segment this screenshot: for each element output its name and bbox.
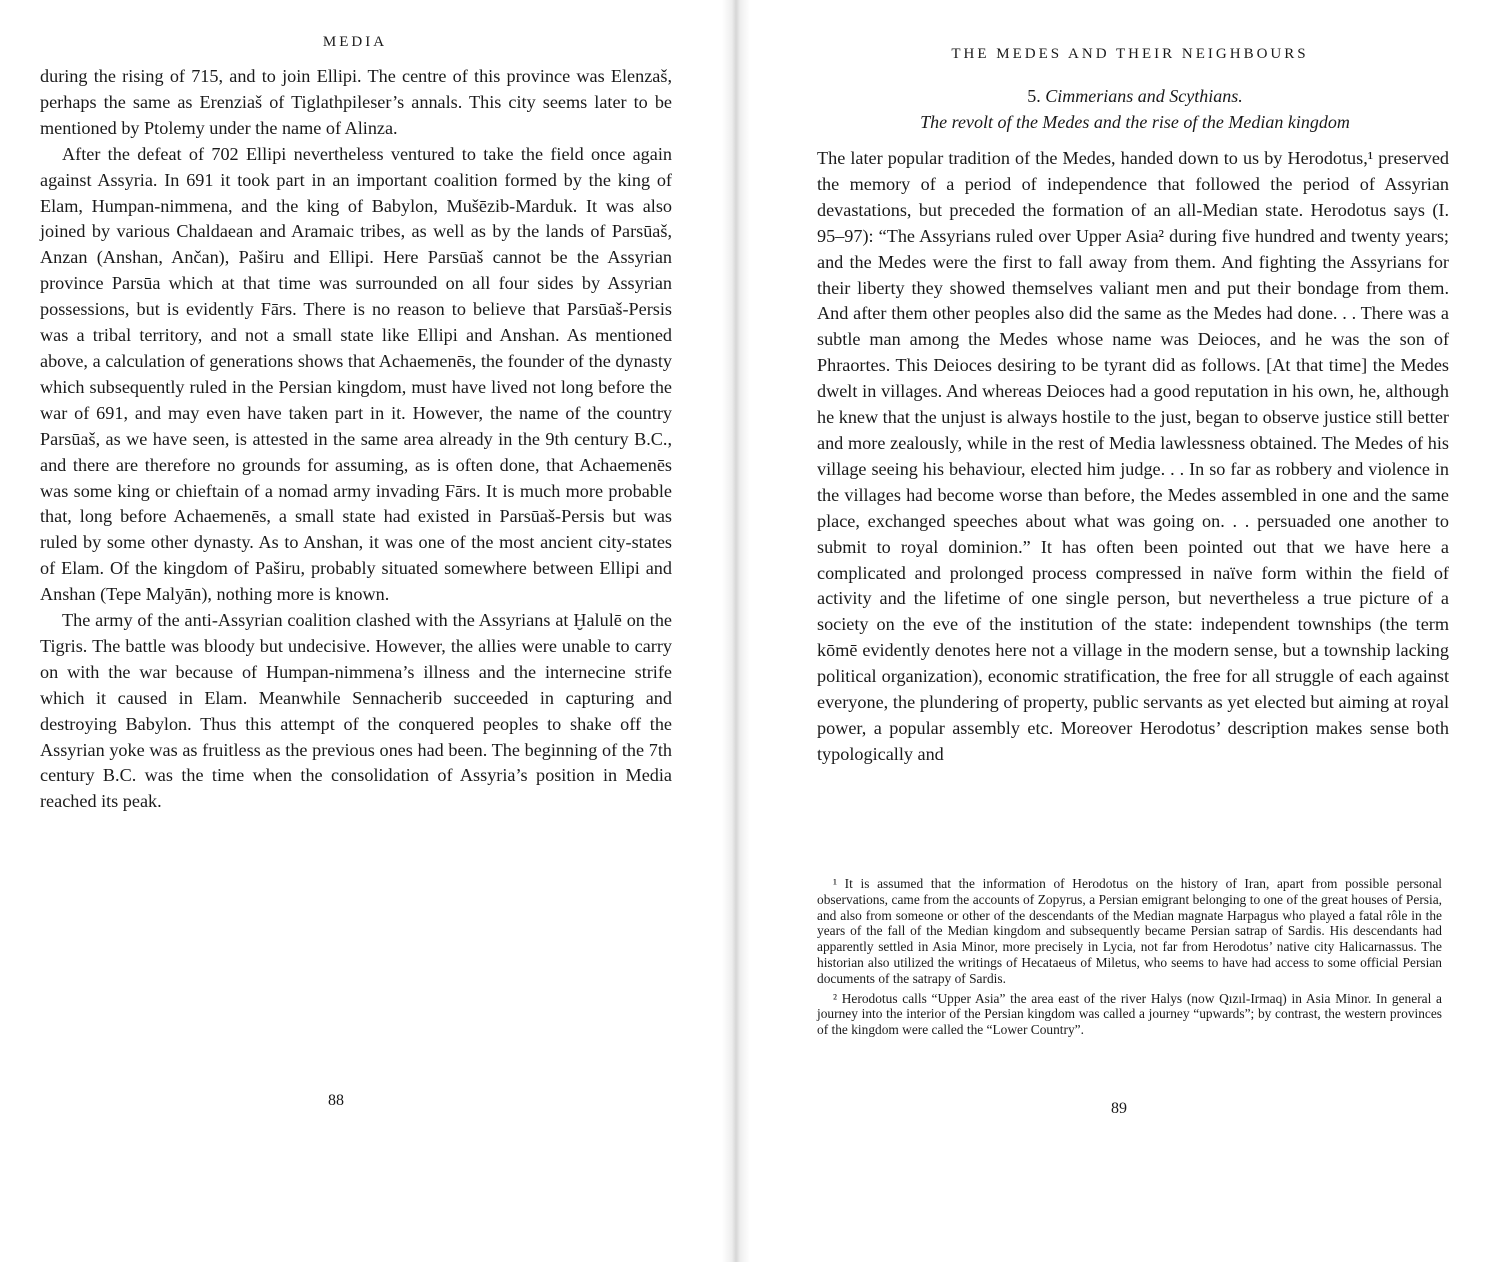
right-page — [735, 0, 1500, 1262]
running-head-right: THE MEDES AND THEIR NEIGHBOURS — [951, 46, 1309, 62]
paragraph: The army of the anti-Assyrian coalition clashed with the Assyrians at Ḫalulē on the Tigris. The battle was bloody but undecisive. However, the allies were unable to carry on with the war because of Humpan-nimmena’s illness and the internecine strife which it caused in Elam. Meanwhile Sennacherib succeeded in capturing and destroying Babylon. Thus this attempt of the conquered peoples to shake off the Assyrian yoke was as fruitless as the previous ones had been. The beginning of the 7th century B.C. was the time when the consolidation of Assyria’s position in Media reached its peak. — [40, 610, 672, 812]
footnotes — [817, 876, 1442, 1042]
section-heading — [815, 84, 1455, 109]
footnote: ¹ It is assumed that the information of Herodotus on the history of Iran, apart from possible personal observations, came from the accounts of Zopyrus, a Persian emigrant belonging to one of the great houses of Persia, and also from someone or other of the descendants of the Median magnate Harpagus who played a fatal rôle in the years of the fall of the Median kingdom and subsequently became Persian satrap of Sardis. His descendants had apparently settled in Asia Minor, more precisely in Lycia, not far from Herodotus’ native city Halicarnassus. The historian also utilized the writings of Hecataeus of Miletus, who seems to have had access to some official Persian documents of the satrapy of Sardis. — [817, 876, 1442, 986]
paragraph: After the defeat of 702 Ellipi nevertheless ventured to take the field once again against Assyria. In 691 it took part in an important coalition formed by the king of Elam, Humpan-nimmena, and the king of Babylon, Mušēzib-Marduk. It was also joined by various Chaldaean and Aramaic tribes, as well as by the lands of Parsūaš, Anzan (Anshan, Ančan), Paširu and Ellipi. Here Parsūaš cannot be the Assyrian province Parsūa which at that time was surrounded on all four sides by Assyrian possessions, but is evidently Fārs. There is no reason to believe that Parsūaš-Persis was a tribal territory, and not a small state like Ellipi and Anshan. As mentioned above, a calculation of generations shows that Achaemenēs, the founder of the dynasty which subsequently ruled in the Persian kingdom, must have lived not long before the war of 691, and may even have taken part in it. However, the name of the country Parsūaš, as we have seen, is attested in the same area already in the 9th century B.C., and there are therefore no grounds for assuming, as is often done, that Achaemenēs was some king or chieftain of a nomad army invading Fārs. It is much more probable that, long before Achaemenēs, a small state had existed in Parsūaš-Persis but was ruled by some other dynasty. As to Anshan, it was one of the most ancient city-states of Elam. Of the kingdom of Paširu, probably situated somewhere between Ellipi and Anshan (Tepe Malyān), nothing more is known. — [40, 143, 672, 605]
section-title-line-2: The revolt of the Medes and the rise of the Median kingdom — [920, 112, 1350, 132]
left-page — [0, 0, 735, 1262]
section-title-line-1: Cimmerians and Scythians. — [1045, 86, 1243, 106]
left-body-text — [40, 64, 672, 815]
section-subheading — [815, 110, 1455, 135]
right-body-text — [817, 146, 1449, 768]
page-number-right: 89 — [1111, 1100, 1127, 1117]
running-head-left: MEDIA — [322, 34, 388, 50]
section-number: 5. — [1027, 86, 1041, 106]
paragraph: The later popular tradition of the Medes, handed down to us by Herodotus,¹ preserved the memory of a period of independence that followed the period of Assyrian devastations, but preceded the formation of an all-Median state. Herodotus says (I. 95–97): “The Assyrians ruled over Upper Asia² during five hundred and twenty years; and the Medes were the first to fall away from them. And fighting the Assyrians for their liberty they showed themselves valiant men and put their bondage from them. And after them other peoples also did the same as the Medes had done. . . There was a subtle man among the Medes whose name was Deioces, and he was the son of Phraortes. This Deioces desiring to be tyrant did as follows. [At that time] the Medes dwelt in villages. And whereas Deioces had a good reputation in his own, he, although he knew that the unjust is always hostile to the just, began to observe justice still better and more zealously, while in the rest of Media lawlessness obtained. The Medes of his village seeing his behaviour, elected him judge. . . In so far as robbery and violence in the villages had become worse than before, the Medes assembled in one and the same place, exchanged speeches about what was going on. . . persuaded one another to submit to royal dominion.” It has often been pointed out that we have here a complicated and prolonged process compressed in naïve form within the field of activity and the lifetime of one single person, but nevertheless a true picture of a society on the eve of the institution of the state: independent townships (the term kōmē evidently denotes here not a village in the modern sense, but a township lacking political organization), economic stratification, the free for all struggle of each against everyone, the plundering of property, public servants as yet elected but aiming at royal power, a popular assembly etc. Moreover Herodotus’ description makes sense both typologically and — [817, 148, 1449, 764]
page-number-left: 88 — [328, 1092, 344, 1109]
footnote: ² Herodotus calls “Upper Asia” the area east of the river Halys (now Qızıl-Irmaq) in Asia Minor. In general a journey into the interior of the Persian kingdom was called a journey “upwards”; by contrast, the western provinces of the kingdom were called the “Lower Country”. — [817, 990, 1442, 1038]
paragraph: during the rising of 715, and to join Ellipi. The centre of this province was Elenzaš, perhaps the same as Erenziaš of Tiglathpileser’s annals. This city seems later to be mentioned by Ptolemy under the name of Alinza. — [40, 66, 672, 138]
